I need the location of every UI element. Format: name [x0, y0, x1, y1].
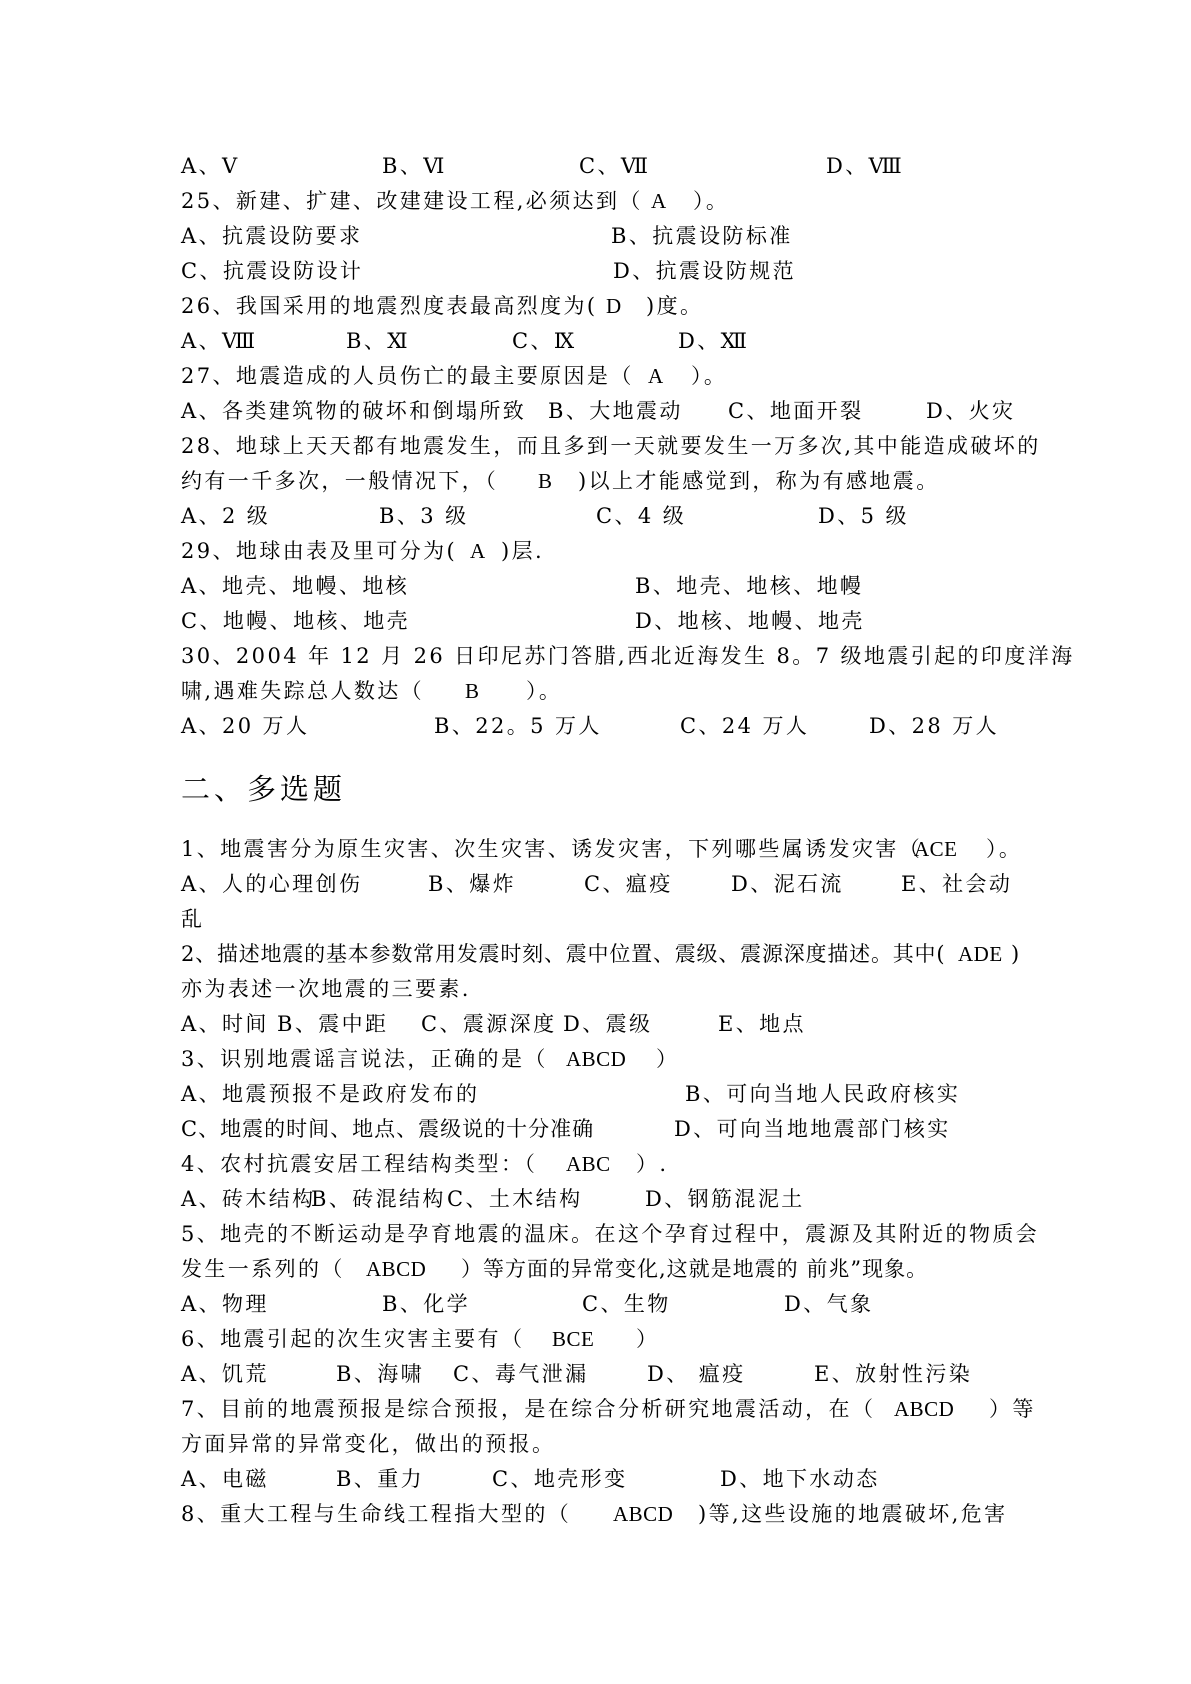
answer: A [651, 189, 667, 213]
question-text: 25、新建、扩建、改建建设工程,必须达到（ [181, 189, 643, 213]
option: C、地震的时间、地点、震级说的十分准确 [181, 1117, 595, 1141]
option: C、毒气泄漏 [453, 1362, 589, 1386]
option: D、 瘟疫 [647, 1362, 746, 1386]
question-text: 8、重大工程与生命线工程指大型的（ [181, 1502, 572, 1526]
answer: A [470, 539, 486, 563]
option: A、地震预报不是政府发布的 [181, 1082, 480, 1106]
option: A、各类建筑物的破坏和倒塌所致 [181, 399, 527, 423]
question-text: 亦为表述一次地震的三要素. [181, 977, 471, 1001]
option: C、土木结构 [447, 1187, 583, 1211]
option: B、地壳、地核、地幔 [635, 574, 864, 598]
option: B、可向当地人民政府核实 [685, 1082, 961, 1106]
option: A、物理 [181, 1292, 269, 1316]
option: A、Ⅴ [181, 154, 240, 178]
section-title: 二、多选题 [181, 772, 347, 806]
question-tail: ）。 [693, 189, 730, 213]
option: A、时间 [181, 1012, 269, 1036]
option: C、生物 [582, 1292, 671, 1316]
question-text: 29、地球由表及里可分为( [181, 539, 458, 563]
question-text: 4、农村抗震安居工程结构类型：（ [181, 1152, 538, 1176]
option: B、砖混结构 [311, 1187, 446, 1211]
option: A、人的心理创伤 [181, 872, 363, 896]
option: D、Ⅷ [826, 154, 905, 178]
option: C、抗震设防设计 [181, 259, 364, 283]
question-tail: ）。 [986, 837, 1023, 861]
answer: ACE [914, 837, 958, 861]
answer: ABCD [366, 1257, 427, 1281]
option: C、Ⅶ [579, 154, 651, 178]
question-tail: ）。 [526, 679, 563, 703]
option: C、地壳形变 [492, 1467, 628, 1491]
question-tail: ） [636, 1327, 660, 1351]
answer: B [465, 679, 480, 703]
answer: B [538, 469, 553, 493]
question-text: 2、描述地震的基本参数常用发震时刻、震中位置、震级、震源深度描述。其中( [181, 942, 946, 966]
option: B、3 级 [379, 504, 469, 528]
option: B、Ⅵ [382, 154, 447, 178]
answer: BCE [552, 1327, 595, 1351]
option: D、地核、地幔、地壳 [635, 609, 865, 633]
option: A、电磁 [181, 1467, 269, 1491]
option: C、地幔、地核、地壳 [181, 609, 411, 633]
question-tail: )以上才能感觉到，称为有感地震。 [578, 469, 940, 493]
option: C、瘟疫 [584, 872, 673, 896]
answer: ABC [566, 1152, 611, 1176]
option: B、爆炸 [428, 872, 517, 896]
question-text: 28、地球上天天都有地震发生，而且多到一天就要发生一万多次,其中能造成破坏的 [181, 434, 1041, 458]
answer: ABCD [613, 1502, 674, 1526]
option: C、Ⅸ [512, 329, 577, 353]
question-tail: ）。 [691, 364, 728, 388]
option: D、可向当地地震部门核实 [674, 1117, 951, 1141]
option: A、地壳、地幔、地核 [181, 574, 410, 598]
option: C、地面开裂 [728, 399, 864, 423]
option: D、火灾 [926, 399, 1016, 423]
question-tail: ）等方面的异常变化,这就是地震的 前兆”现象。 [461, 1257, 929, 1281]
question-tail: ）等 [989, 1397, 1036, 1421]
option: D、抗震设防规范 [613, 259, 797, 283]
option: D、震级 [563, 1012, 653, 1036]
option: B、Ⅺ [346, 329, 410, 353]
option: D、泥石流 [731, 872, 844, 896]
option: B、22。5 万人 [434, 714, 602, 738]
question-text: 6、地震引起的次生灾害主要有（ [181, 1327, 525, 1351]
question-tail: )层. [501, 539, 545, 563]
option: B、化学 [382, 1292, 471, 1316]
question-text: 3、识别地震谣言说法，正确的是（ [181, 1047, 548, 1071]
question-tail: ） [656, 1047, 680, 1071]
question-text: 27、地震造成的人员伤亡的最主要原因是（ [181, 364, 634, 388]
answer: D [606, 294, 622, 318]
option: E、放射性污染 [814, 1362, 973, 1386]
question-text: 发生一系列的（ [181, 1257, 345, 1281]
question-text: 1、地震害分为原生灾害、次生灾害、诱发灾害，下列哪些属诱发灾害（ [181, 837, 923, 861]
answer: ADE [958, 942, 1003, 966]
option: B、震中距 [277, 1012, 389, 1036]
option: A、Ⅷ [181, 329, 258, 353]
question-tail: ) [1011, 942, 1022, 966]
option: B、海啸 [336, 1362, 425, 1386]
question-text: 7、目前的地震预报是综合预报，是在综合分析研究地震活动，在（ [181, 1397, 876, 1421]
option: A、2 级 [181, 504, 271, 528]
question-tail: )度。 [646, 294, 704, 318]
option: A、20 万人 [181, 714, 310, 738]
question-tail: )等,这些设施的地震破坏,危害 [698, 1502, 1008, 1526]
option: C、震源深度 [421, 1012, 557, 1036]
question-text: 方面异常的异常变化，做出的预报。 [181, 1432, 556, 1456]
option: A、砖木结构 [181, 1187, 316, 1211]
question-text: 5、地壳的不断运动是孕育地震的温床。在这个孕育过程中，震源及其附近的物质会 [181, 1222, 1040, 1246]
option: D、地下水动态 [720, 1467, 880, 1491]
question-text: 30、2004 年 12 月 26 日印尼苏门答腊,西北近海发生 8。7 级地震引起的印度洋海 [181, 644, 1075, 668]
question-text: 乱 [181, 907, 205, 931]
answer: ABCD [566, 1047, 627, 1071]
question-text: 约有一千多次，一般情况下，（ [181, 469, 499, 493]
option: D、5 级 [818, 504, 909, 528]
option: C、24 万人 [680, 714, 810, 738]
question-tail: ）. [636, 1152, 669, 1176]
option: D、气象 [784, 1292, 874, 1316]
option: B、抗震设防标准 [611, 224, 793, 248]
option: D、28 万人 [869, 714, 1000, 738]
option: A、饥荒 [181, 1362, 269, 1386]
option: D、钢筋混泥土 [645, 1187, 805, 1211]
question-text: 啸,遇难失踪总人数达（ [181, 679, 425, 703]
question-text: 26、我国采用的地震烈度表最高烈度为( [181, 294, 598, 318]
option: C、4 级 [596, 504, 687, 528]
option: B、大地震动 [548, 399, 683, 423]
option: E、地点 [718, 1012, 806, 1036]
option: E、社会动 [901, 872, 1013, 896]
option: D、Ⅻ [678, 329, 750, 353]
option: B、重力 [336, 1467, 425, 1491]
option: A、抗震设防要求 [181, 224, 363, 248]
answer: ABCD [894, 1397, 955, 1421]
answer: A [648, 364, 664, 388]
